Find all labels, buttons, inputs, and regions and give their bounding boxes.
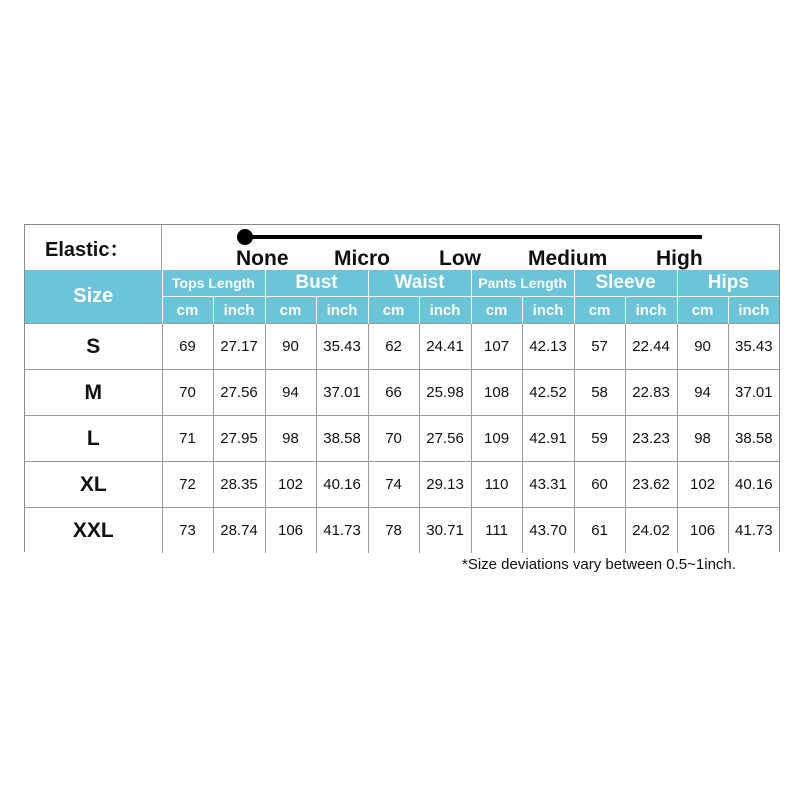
unit-inch-header: inch [625, 297, 677, 324]
size-chart [24, 224, 780, 552]
size-label: M [25, 370, 162, 416]
table-cell: 66 [368, 370, 419, 416]
table-cell: 22.83 [625, 370, 677, 416]
size-deviation-note: *Size deviations vary between 0.5~1inch. [462, 556, 736, 573]
table-cell: 23.62 [625, 462, 677, 508]
table-cell: 98 [677, 416, 728, 462]
unit-cm-header: cm [162, 297, 213, 324]
elastic-scale-row [25, 225, 779, 271]
table-cell: 70 [162, 370, 213, 416]
table-cell: 35.43 [316, 324, 368, 370]
waist-header: Waist [368, 270, 471, 297]
table-cell: 62 [368, 324, 419, 370]
table-cell: 107 [471, 324, 522, 370]
size-column-header: Size [25, 270, 162, 324]
table-cell: 109 [471, 416, 522, 462]
table-cell: 106 [265, 508, 316, 554]
table-cell: 37.01 [728, 370, 779, 416]
size-label: XXL [25, 508, 162, 554]
elastic-level-high: High [656, 247, 703, 270]
table-cell: 106 [677, 508, 728, 554]
table-cell: 72 [162, 462, 213, 508]
size-label: S [25, 324, 162, 370]
table-row [25, 370, 779, 416]
table-cell: 42.13 [522, 324, 574, 370]
elastic-label: Elastic： [25, 225, 162, 270]
table-row [25, 508, 779, 554]
table-cell: 27.17 [213, 324, 265, 370]
unit-inch-header: inch [419, 297, 471, 324]
table-cell: 41.73 [316, 508, 368, 554]
table-cell: 90 [265, 324, 316, 370]
bust-header: Bust [265, 270, 368, 297]
table-cell: 40.16 [316, 462, 368, 508]
table-cell: 27.95 [213, 416, 265, 462]
sleeve-header: Sleeve [574, 270, 677, 297]
elastic-level-low: Low [439, 247, 481, 270]
table-cell: 110 [471, 462, 522, 508]
table-cell: 35.43 [728, 324, 779, 370]
table-cell: 40.16 [728, 462, 779, 508]
table-cell: 59 [574, 416, 625, 462]
tops-length-header: Tops Length [162, 270, 265, 297]
unit-inch-header: inch [316, 297, 368, 324]
table-cell: 74 [368, 462, 419, 508]
table-cell: 24.41 [419, 324, 471, 370]
unit-cm-header: cm [677, 297, 728, 324]
table-cell: 43.31 [522, 462, 574, 508]
hips-header: Hips [677, 270, 779, 297]
unit-cm-header: cm [265, 297, 316, 324]
table-cell: 73 [162, 508, 213, 554]
table-cell: 98 [265, 416, 316, 462]
table-row [25, 416, 779, 462]
table-cell: 41.73 [728, 508, 779, 554]
table-cell: 102 [677, 462, 728, 508]
table-row [25, 324, 779, 370]
unit-inch-header: inch [522, 297, 574, 324]
table-cell: 22.44 [625, 324, 677, 370]
table-cell: 23.23 [625, 416, 677, 462]
table-cell: 57 [574, 324, 625, 370]
unit-cm-header: cm [574, 297, 625, 324]
table-cell: 37.01 [316, 370, 368, 416]
table-cell: 61 [574, 508, 625, 554]
table-cell: 29.13 [419, 462, 471, 508]
elastic-level-medium: Medium [528, 247, 608, 270]
unit-inch-header: inch [728, 297, 779, 324]
table-cell: 94 [265, 370, 316, 416]
table-cell: 42.52 [522, 370, 574, 416]
table-cell: 70 [368, 416, 419, 462]
table-cell: 94 [677, 370, 728, 416]
unit-inch-header: inch [213, 297, 265, 324]
table-cell: 30.71 [419, 508, 471, 554]
table-cell: 102 [265, 462, 316, 508]
size-label: XL [25, 462, 162, 508]
table-cell: 24.02 [625, 508, 677, 554]
table-cell: 42.91 [522, 416, 574, 462]
pants-length-header: Pants Length [471, 270, 574, 297]
table-row [25, 462, 779, 508]
unit-cm-header: cm [471, 297, 522, 324]
unit-cm-header: cm [368, 297, 419, 324]
table-cell: 25.98 [419, 370, 471, 416]
table-cell: 90 [677, 324, 728, 370]
table-cell: 78 [368, 508, 419, 554]
table-cell: 60 [574, 462, 625, 508]
elastic-selected-marker [237, 229, 253, 245]
table-cell: 38.58 [316, 416, 368, 462]
table-cell: 27.56 [419, 416, 471, 462]
elastic-scale-line [241, 235, 702, 239]
table-cell: 69 [162, 324, 213, 370]
table-cell: 58 [574, 370, 625, 416]
table-cell: 111 [471, 508, 522, 554]
size-label: L [25, 416, 162, 462]
table-cell: 28.74 [213, 508, 265, 554]
table-cell: 28.35 [213, 462, 265, 508]
elastic-level-none: None [236, 247, 289, 270]
elastic-level-micro: Micro [334, 247, 391, 270]
size-table [25, 270, 779, 553]
table-cell: 38.58 [728, 416, 779, 462]
table-cell: 43.70 [522, 508, 574, 554]
table-cell: 108 [471, 370, 522, 416]
table-cell: 71 [162, 416, 213, 462]
table-cell: 27.56 [213, 370, 265, 416]
